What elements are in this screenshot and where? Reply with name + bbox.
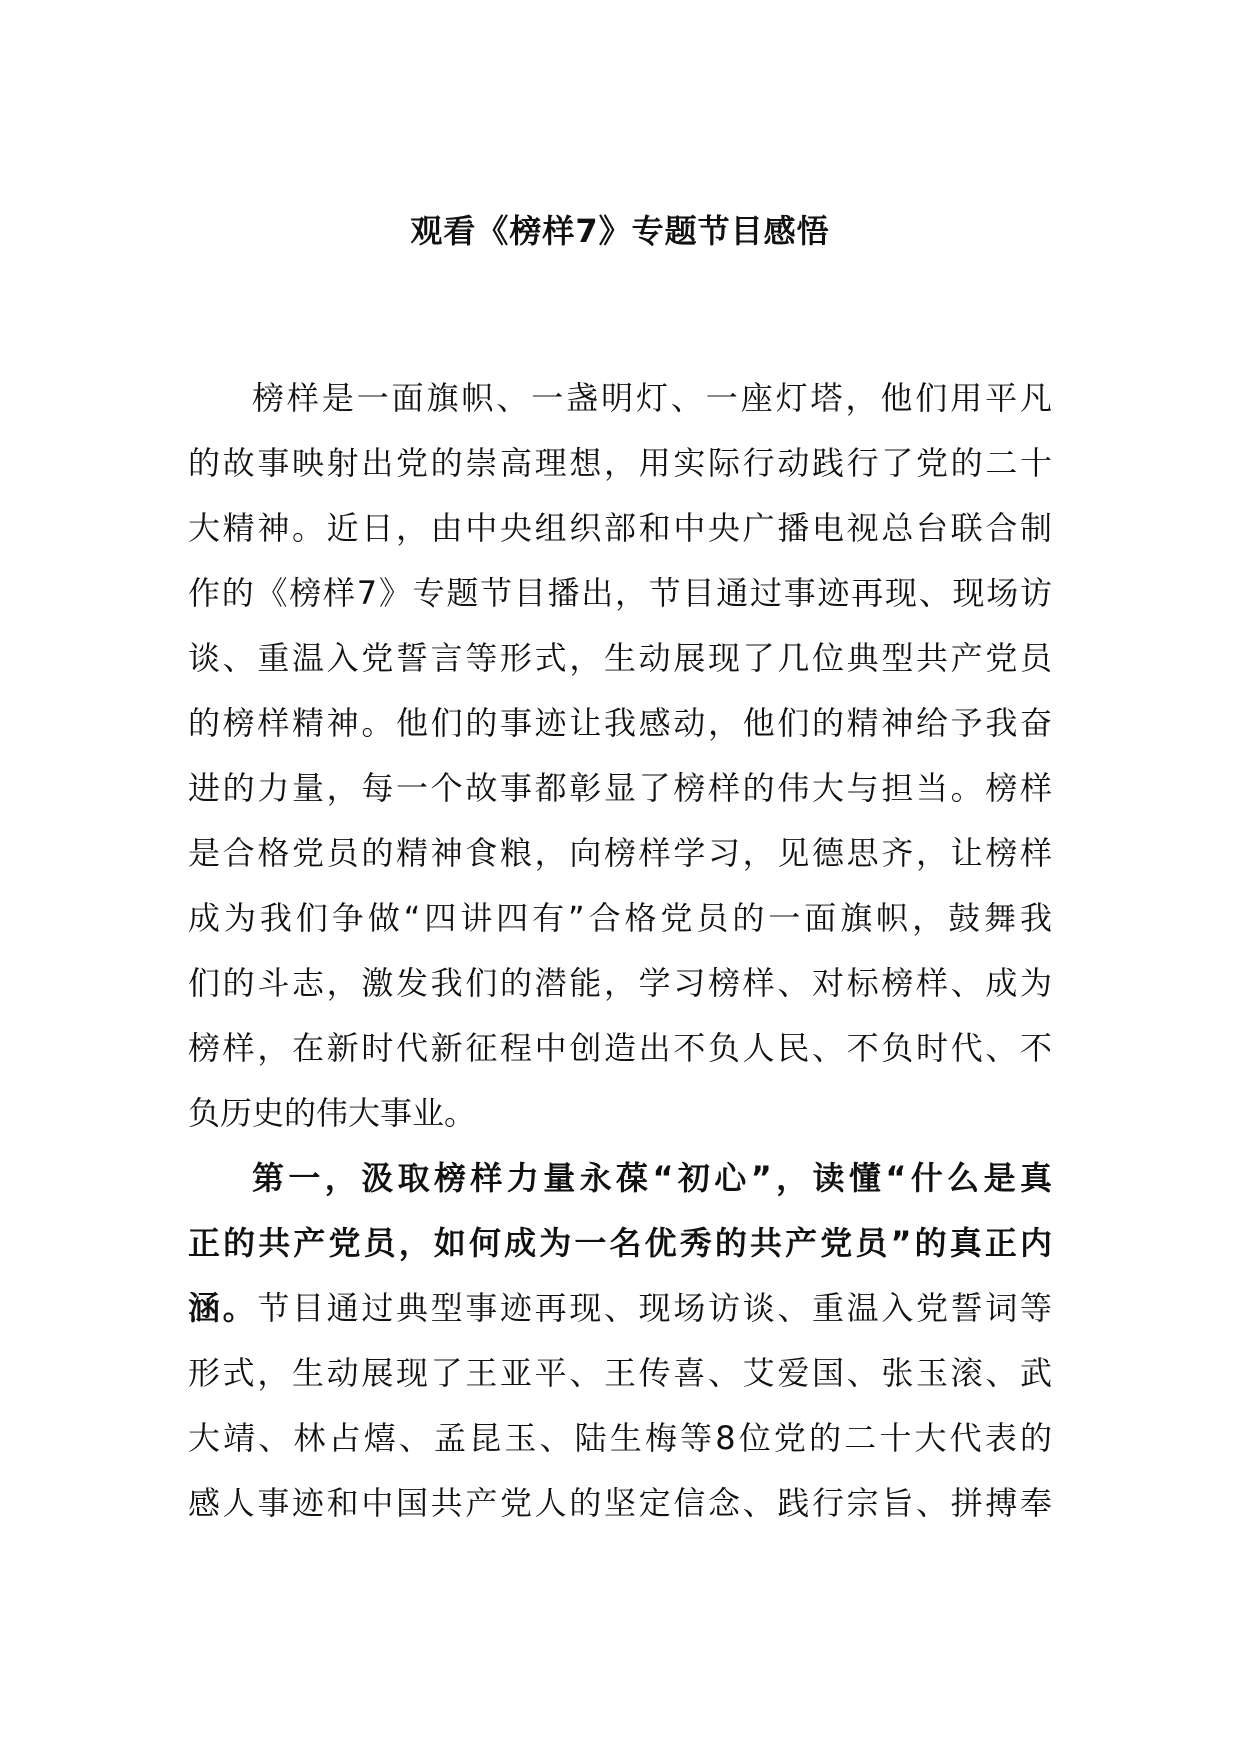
paragraph-1-line-2: 的故事映射出党的崇高理想，用实际行动践行了党的二十 — [188, 444, 1052, 482]
paragraph-1-line-5: 谈、重温入党誓言等形式，生动展现了几位典型共产党员 — [188, 639, 1052, 677]
paragraph-1-line-3: 大精神。近日，由中央组织部和中央广播电视总台联合制 — [188, 509, 1052, 547]
paragraph-2-line-4: 感人事迹和中国共产党人的坚定信念、践行宗旨、拼搏奉 — [188, 1484, 1052, 1522]
paragraph-2-line-3: 大靖、林占熺、孟昆玉、陆生梅等8位党的二十大代表的 — [188, 1419, 1052, 1457]
section-heading-line-2: 正的共产党员，如何成为一名优秀的共产党员”的真正内 — [188, 1224, 1052, 1262]
paragraph-2-line-1 — [188, 1276, 1052, 1341]
paragraph-1-line-6: 的榜样精神。他们的事迹让我感动，他们的精神给予我奋 — [188, 704, 1052, 742]
section-heading-line-1: 第一，汲取榜样力量永葆“初心”，读懂“什么是真 — [252, 1159, 1052, 1197]
paragraph-1-line-4: 作的《榜样7》专题节目播出，节目通过事迹再现、现场访 — [188, 574, 1052, 612]
document-title: 观看《榜样7》专题节目感悟 — [410, 212, 830, 250]
paragraph-1-line-10: 们的斗志，激发我们的潜能，学习榜样、对标榜样、成为 — [188, 964, 1052, 1002]
paragraph-2-line-2: 形式，生动展现了王亚平、王传喜、艾爱国、张玉滚、武 — [188, 1354, 1052, 1392]
paragraph-2-text: 节目通过典型事迹再现、现场访谈、重温入党誓词等 — [257, 1289, 1052, 1327]
document-body — [188, 366, 1052, 1536]
paragraph-1-line-1: 榜样是一面旗帜、一盏明灯、一座灯塔，他们用平凡 — [252, 379, 1052, 417]
paragraph-1-line-8: 是合格党员的精神食粮，向榜样学习，见德思齐，让榜样 — [188, 834, 1052, 872]
paragraph-1-line-9: 成为我们争做“四讲四有”合格党员的一面旗帜，鼓舞我 — [188, 899, 1052, 937]
section-heading-end: 涵。 — [188, 1289, 258, 1327]
paragraph-1-line-11: 榜样，在新时代新征程中创造出不负人民、不负时代、不 — [188, 1029, 1052, 1067]
paragraph-1-line-7: 进的力量，每一个故事都彰显了榜样的伟大与担当。榜样 — [188, 769, 1052, 807]
paragraph-1-line-12: 负历史的伟大事业。 — [188, 1094, 477, 1132]
